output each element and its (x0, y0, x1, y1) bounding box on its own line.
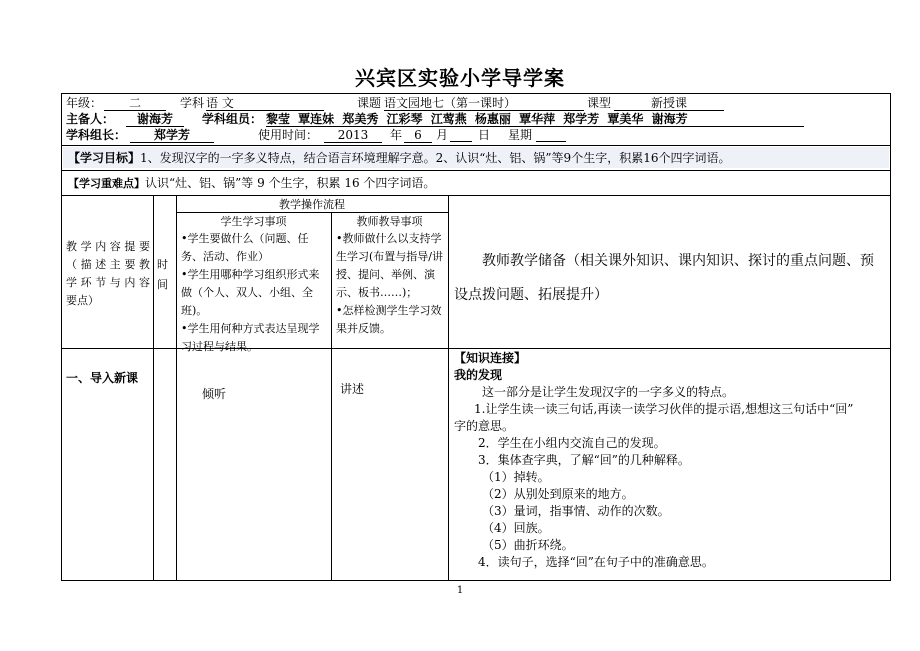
week-label: 星期 (508, 128, 533, 142)
student-activity: 倾听 (202, 387, 227, 401)
year-value: 2013 (324, 128, 382, 143)
goals-label: 【学习目标】 (68, 151, 141, 165)
teacher-item: •怎样检测学生学习效果并反馈。 (336, 304, 442, 335)
day-label: 日 (478, 128, 491, 142)
lesson-value: 语文园地七（第一课时） (384, 96, 584, 111)
col-divider (331, 212, 332, 581)
teacher-column-title: 教师教导事项 (356, 215, 423, 228)
row-divider (61, 170, 891, 171)
teacher-item: •教师做什么以支持学生学习(布置与指导/讲授、提问、举例、演示、板书……)； (336, 232, 443, 299)
members-value: 黎莹 覃连妹 郑美秀 江彩琴 江莺燕 杨惠丽 覃华萍 郑学芳 覃美华 谢海芳 (266, 112, 804, 127)
teacher-activity: 讲述 (340, 382, 365, 396)
row-divider (61, 145, 891, 146)
content-line: 字的意思。 (454, 419, 515, 433)
keypoints-row (68, 175, 435, 192)
section-content (454, 384, 888, 571)
col1-line: （描述主要教 (66, 258, 150, 271)
content-line: 3．集体查字典，了解“回”的几种解释。 (478, 453, 690, 467)
teacher-items (336, 230, 444, 338)
content-line: （3）量词，指事情、动作的次数。 (482, 504, 670, 518)
grade-label: 年级： (66, 96, 103, 110)
col1-line: 学环节与内容 (66, 276, 150, 289)
content-line: 1.让学生读一读三句话,再读一读学习伙伴的提示语,想想这三句话中“回” (474, 402, 854, 416)
month-label: 月 (436, 128, 449, 142)
type-value: 新授课 (614, 96, 724, 111)
page-title: 兴宾区实验小学导学案 (355, 66, 565, 90)
members-label: 学科组员： (202, 112, 263, 126)
keypoints-label: 【学习重难点】 (68, 177, 145, 190)
leader-label: 学科组长： (66, 128, 127, 142)
col1-line: 教学内容提要 (66, 240, 150, 253)
goals-row (68, 150, 730, 166)
content-line: 4．读句子，选择“回”在句子中的准确意思。 (478, 555, 714, 569)
subject-label: 学科 (180, 96, 205, 110)
time-column-header: 时间 (157, 258, 168, 291)
lesson-label: 课题 (357, 96, 382, 110)
student-item: •学生用哪种学习组织形式来做（个人、双人、小组、全班)。 (181, 268, 320, 317)
student-item: •学生用何种方式表达呈现学习过程与结果。 (181, 322, 320, 353)
subject-value: 语 文 (206, 96, 324, 111)
discovery-label: 我的发现 (454, 368, 503, 382)
keypoints-text: 认识“灶、铝、锅”等 9 个生字，积累 16 个四字词语。 (145, 176, 436, 190)
time-label: 使用时间： (258, 128, 319, 142)
col1-header (66, 238, 150, 310)
content-line: （2）从别处到原来的地方。 (482, 487, 634, 501)
knowledge-label: 【知识连接】 (454, 351, 527, 365)
type-label: 课型 (587, 96, 612, 110)
leader-value: 郑学芳 (130, 128, 214, 143)
student-column-title: 学生学习事项 (220, 215, 287, 228)
year-label: 年 (390, 128, 403, 142)
content-line: （1）掉转。 (482, 470, 550, 484)
grade-value: 二 (104, 96, 166, 111)
preparer-label: 主备人： (66, 112, 115, 126)
col-divider (153, 195, 154, 581)
content-line: 2．学生在小组内交流自己的发现。 (478, 436, 666, 450)
reserve-header: 教师教学储备（相关课外知识、课内知识、探讨的重点问题、预设点拨问题、拓展提升） (454, 253, 874, 303)
content-line: （4）回族。 (482, 521, 550, 535)
col-divider (176, 195, 177, 581)
content-line: 这一部分是让学生发现汉字的一字多义的特点。 (482, 385, 735, 399)
student-items (181, 230, 327, 356)
goals-text: 1、发现汉字的一字多义特点，结合语言环境理解字意。2、认识“灶、铝、锅”等9个生字，积累16个四字词语。 (140, 151, 731, 165)
page-number: 1 (456, 585, 464, 596)
col-divider (448, 195, 449, 581)
flow-title: 教学操作流程 (279, 198, 345, 211)
content-line: （5）曲折环绕。 (482, 538, 574, 552)
section-title: 一、导入新课 (66, 371, 139, 385)
preparer-value: 谢海芳 (126, 112, 184, 127)
month-value: 6 (404, 128, 432, 143)
col1-line: 要点） (66, 294, 99, 307)
student-item: •学生要做什么（问题、任务、活动、作业） (181, 232, 309, 263)
